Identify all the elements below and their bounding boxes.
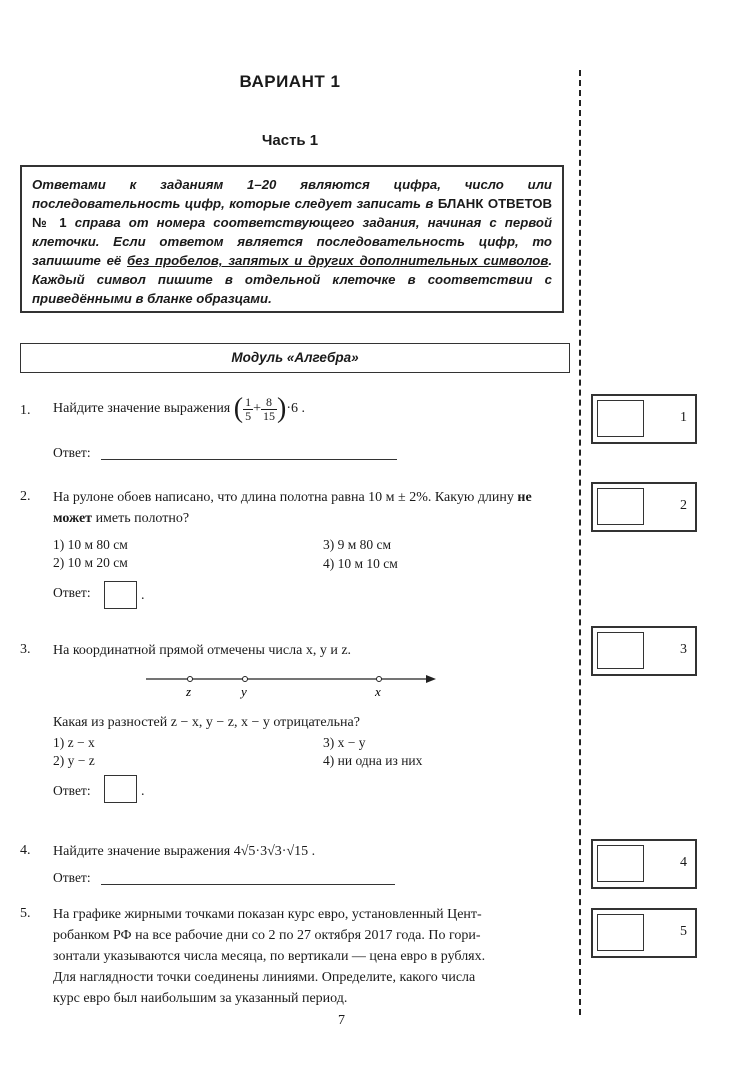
question-3-option-1: 1) z − x bbox=[53, 735, 95, 750]
question-2-option-3: 3) 9 м 80 см bbox=[323, 537, 392, 552]
question-4-text: Найдите значение выражения 4√5·3√3·√15 . bbox=[53, 844, 316, 859]
question-3-number: 3. bbox=[20, 642, 31, 657]
question-1-text: Найдите значение выражения ( $\frac{1}{5}$ + $\frac{8}{15}$ )·6 . bbox=[53, 393, 305, 424]
part-title: Часть 1 bbox=[261, 132, 319, 149]
period-2: . bbox=[141, 588, 145, 603]
question-5-number: 5. bbox=[20, 906, 31, 921]
answer-square-2[interactable] bbox=[104, 581, 137, 609]
question-3-text: На координатной прямой отмечены числа x, y и z. bbox=[53, 643, 352, 658]
answer-field-1[interactable] bbox=[101, 459, 397, 460]
question-3-option-3: 3) x − y bbox=[323, 735, 366, 750]
fraction-1-5: $\frac{1}{5}$ bbox=[245, 394, 252, 423]
number-line-arrow bbox=[426, 675, 436, 683]
question-3-option-4: 4) ни одна из них bbox=[323, 753, 423, 768]
answer-square-3[interactable] bbox=[104, 775, 137, 803]
question-2-option-4: 4) 10 м 10 см bbox=[323, 556, 398, 571]
answer-label-1: Ответ: bbox=[53, 445, 91, 460]
question-3-question: Какая из разностей z − x, y − z, x − y отрицательна? bbox=[53, 715, 360, 730]
answer-form-box-4[interactable] bbox=[591, 839, 697, 889]
point-y bbox=[243, 677, 248, 682]
question-2-option-2: 2) 10 м 20 см bbox=[53, 555, 128, 570]
label-y: y bbox=[241, 684, 247, 699]
radical-expression: 4√5·3√3·√15 bbox=[233, 844, 309, 859]
form-name: БЛАНК ОТВЕТОВ № 1 bbox=[32, 196, 552, 230]
answer-form-number-4: 4 bbox=[680, 855, 687, 870]
point-z bbox=[188, 677, 193, 682]
answer-form-cell-2[interactable] bbox=[597, 488, 644, 525]
variant-title: ВАРИАНТ 1 bbox=[239, 72, 341, 91]
number-line bbox=[140, 670, 440, 700]
question-4-number: 4. bbox=[20, 843, 31, 858]
question-2-option-1: 1) 10 м 80 см bbox=[53, 537, 128, 552]
question-3-option-2: 2) y − z bbox=[53, 753, 95, 768]
instructions-box bbox=[20, 165, 564, 313]
label-z: z bbox=[186, 684, 192, 699]
answer-label-3: Ответ: bbox=[53, 783, 91, 798]
question-5-text: На графике жирными точками показан курс евро, установленный Цент- робанком РФ на все рабочие дни со 2 по 27 октября 2017 года. По гори- зонтали указываются числа месяца, по вертикали — цена евро в рублях. Для наглядности точки соединены линиями. Определите, какого числа курс евро был наибольшим за указанный период. bbox=[53, 907, 486, 1006]
module-header: Модуль «Алгебра» bbox=[20, 343, 570, 373]
cut-line bbox=[579, 70, 581, 1015]
answer-form-number-3: 3 bbox=[680, 642, 687, 657]
question-1-number: 1. bbox=[20, 403, 31, 418]
answer-form-number-1: 1 bbox=[680, 410, 687, 425]
answer-label-2: Ответ: bbox=[53, 585, 91, 600]
emphasis-not: не может bbox=[53, 490, 532, 526]
period-3: . bbox=[141, 784, 145, 799]
answer-form-box-1[interactable] bbox=[591, 394, 697, 444]
question-2-text: На рулоне обоев написано, что длина полотна равна 10 м ± 2%. Какую длину не может иметь полотно? bbox=[53, 490, 532, 526]
answer-form-number-5: 5 bbox=[680, 924, 687, 939]
instructions-text: Ответами к заданиям 1–20 являются цифра, число или последовательность цифр, которые следует записать в БЛАНК ОТВЕТОВ № 1 справа от номера соответствующего задания, начиная с первой клеточки. Если ответом является последовательность цифр, то запишите её без пробелов, запятых и других дополнительных символов. Каждый символ пишите в отдельной клеточке в соответствии с приведёнными в бланке образцами. bbox=[32, 177, 552, 306]
answer-form-cell-5[interactable] bbox=[597, 914, 644, 951]
fraction-8-15: $\frac{8}{15}$ bbox=[262, 394, 275, 423]
answer-label-4: Ответ: bbox=[53, 870, 91, 885]
answer-field-4[interactable] bbox=[101, 884, 395, 885]
answer-form-box-3[interactable] bbox=[591, 626, 697, 676]
answer-form-cell-4[interactable] bbox=[597, 845, 644, 882]
page-number: 7 bbox=[338, 1013, 345, 1028]
underlined-rule: без пробелов, запятых и других дополнительных символов bbox=[127, 253, 549, 268]
answer-form-box-5[interactable] bbox=[591, 908, 697, 958]
label-x: x bbox=[375, 684, 381, 699]
answer-form-number-2: 2 bbox=[680, 498, 687, 513]
question-2-number: 2. bbox=[20, 489, 31, 504]
answer-form-cell-1[interactable] bbox=[597, 400, 644, 437]
answer-form-box-2[interactable] bbox=[591, 482, 697, 532]
answer-form-cell-3[interactable] bbox=[597, 632, 644, 669]
point-x bbox=[377, 677, 382, 682]
